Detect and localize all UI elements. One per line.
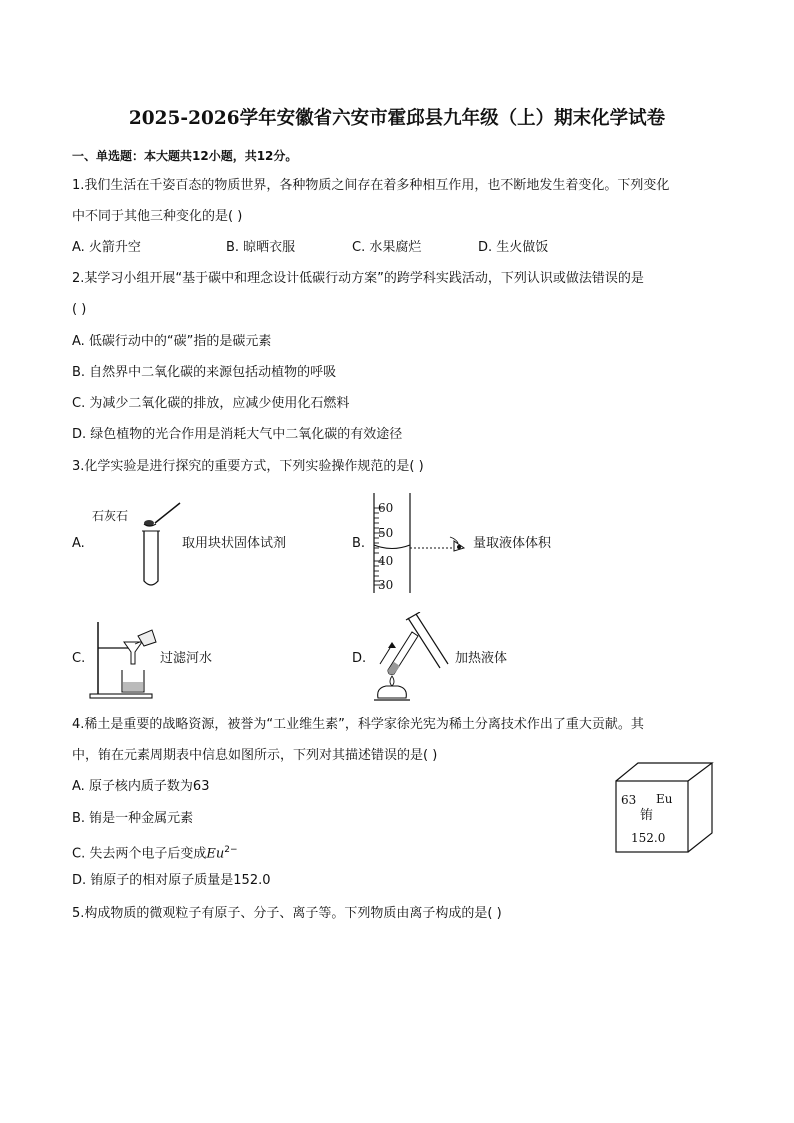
q4-stem-line1: 4.稀土是重要的战略资源，被誉为“工业维生素”，科学家徐光宪为稀土分离技术作出了重大贡献。其 xyxy=(72,717,644,732)
ion-symbol: Eu xyxy=(206,846,225,862)
q1-option-c: C. 水果腐烂 xyxy=(352,240,422,255)
q3-option-d-letter: D. xyxy=(352,651,367,666)
ion-charge: 2− xyxy=(224,845,238,855)
cylinder-scale-50: 50 xyxy=(378,526,394,540)
q1-stem-line1: 1.我们生活在千姿百态的物质世界，各种物质之间存在着多种相互作用，也不断地发生着变化。下列变化 xyxy=(72,178,670,193)
q1-option-d: D. 生火做饭 xyxy=(478,240,549,255)
q3-option-c-letter: C. xyxy=(72,651,86,666)
heating-figure xyxy=(370,612,450,704)
page-title: 2025-2026学年安徽省六安市霍邱县九年级（上）期末化学试卷 xyxy=(128,108,666,129)
element-atomic-number: 63 xyxy=(621,793,637,807)
test-tube-figure xyxy=(130,497,190,589)
q2-option-a: A. 低碳行动中的“碳”指的是碳元素 xyxy=(72,334,272,349)
q3-option-a-caption: 取用块状固体试剂 xyxy=(182,536,287,551)
q1-option-a: A. 火箭升空 xyxy=(72,240,141,255)
section-heading: 一、单选题：本大题共12小题，共12分。 xyxy=(72,149,298,163)
element-name: 铕 xyxy=(640,808,654,823)
q4-stem-line2: 中，铕在元素周期表中信息如图所示，下列对其描述错误的是( ) xyxy=(72,748,438,763)
q4-option-a: A. 原子核内质子数为63 xyxy=(72,779,210,794)
q4-option-c-text: C. 失去两个电子后变成 xyxy=(72,846,207,862)
element-symbol: Eu xyxy=(656,792,673,806)
element-atomic-mass: 152.0 xyxy=(631,831,666,845)
q3-stem: 3.化学实验是进行探究的重要方式，下列实验操作规范的是( ) xyxy=(72,459,424,474)
q3-option-a-letter: A. xyxy=(72,536,85,551)
q1-stem-line2: 中不同于其他三种变化的是( ) xyxy=(72,209,243,224)
q2-option-c: C. 为减少二氧化碳的排放，应减少使用化石燃料 xyxy=(72,396,350,411)
cylinder-scale-30: 30 xyxy=(378,578,394,592)
q1-option-b: B. 晾晒衣服 xyxy=(226,240,296,255)
q2-option-b: B. 自然界中二氧化碳的来源包括动植物的呼吸 xyxy=(72,365,337,380)
q4-option-c xyxy=(72,841,238,863)
q2-stem-line1: 2.某学习小组开展“基于碳中和理念设计低碳行动方案”的跨学科实践活动，下列认识或做法错误的是 xyxy=(72,271,644,286)
limestone-label: 石灰石 xyxy=(92,509,129,523)
q4-option-d: D. 铕原子的相对原子质量是152.0 xyxy=(72,873,271,888)
filtration-figure xyxy=(88,618,160,700)
q3-option-c-caption: 过滤河水 xyxy=(160,651,213,666)
q3-option-b-caption: 量取液体体积 xyxy=(473,536,552,551)
q2-stem-line2: ( ) xyxy=(72,302,87,317)
cylinder-scale-40: 40 xyxy=(378,554,394,568)
q4-option-b: B. 铕是一种金属元素 xyxy=(72,811,194,826)
q3-option-d-caption: 加热液体 xyxy=(455,651,508,666)
q3-option-b-letter: B. xyxy=(352,536,366,551)
cylinder-scale-60: 60 xyxy=(378,501,394,515)
q2-option-d: D. 绿色植物的光合作用是消耗大气中二氧化碳的有效途径 xyxy=(72,427,403,442)
q5-stem: 5.构成物质的微观粒子有原子、分子、离子等。下列物质由离子构成的是( ) xyxy=(72,906,502,921)
